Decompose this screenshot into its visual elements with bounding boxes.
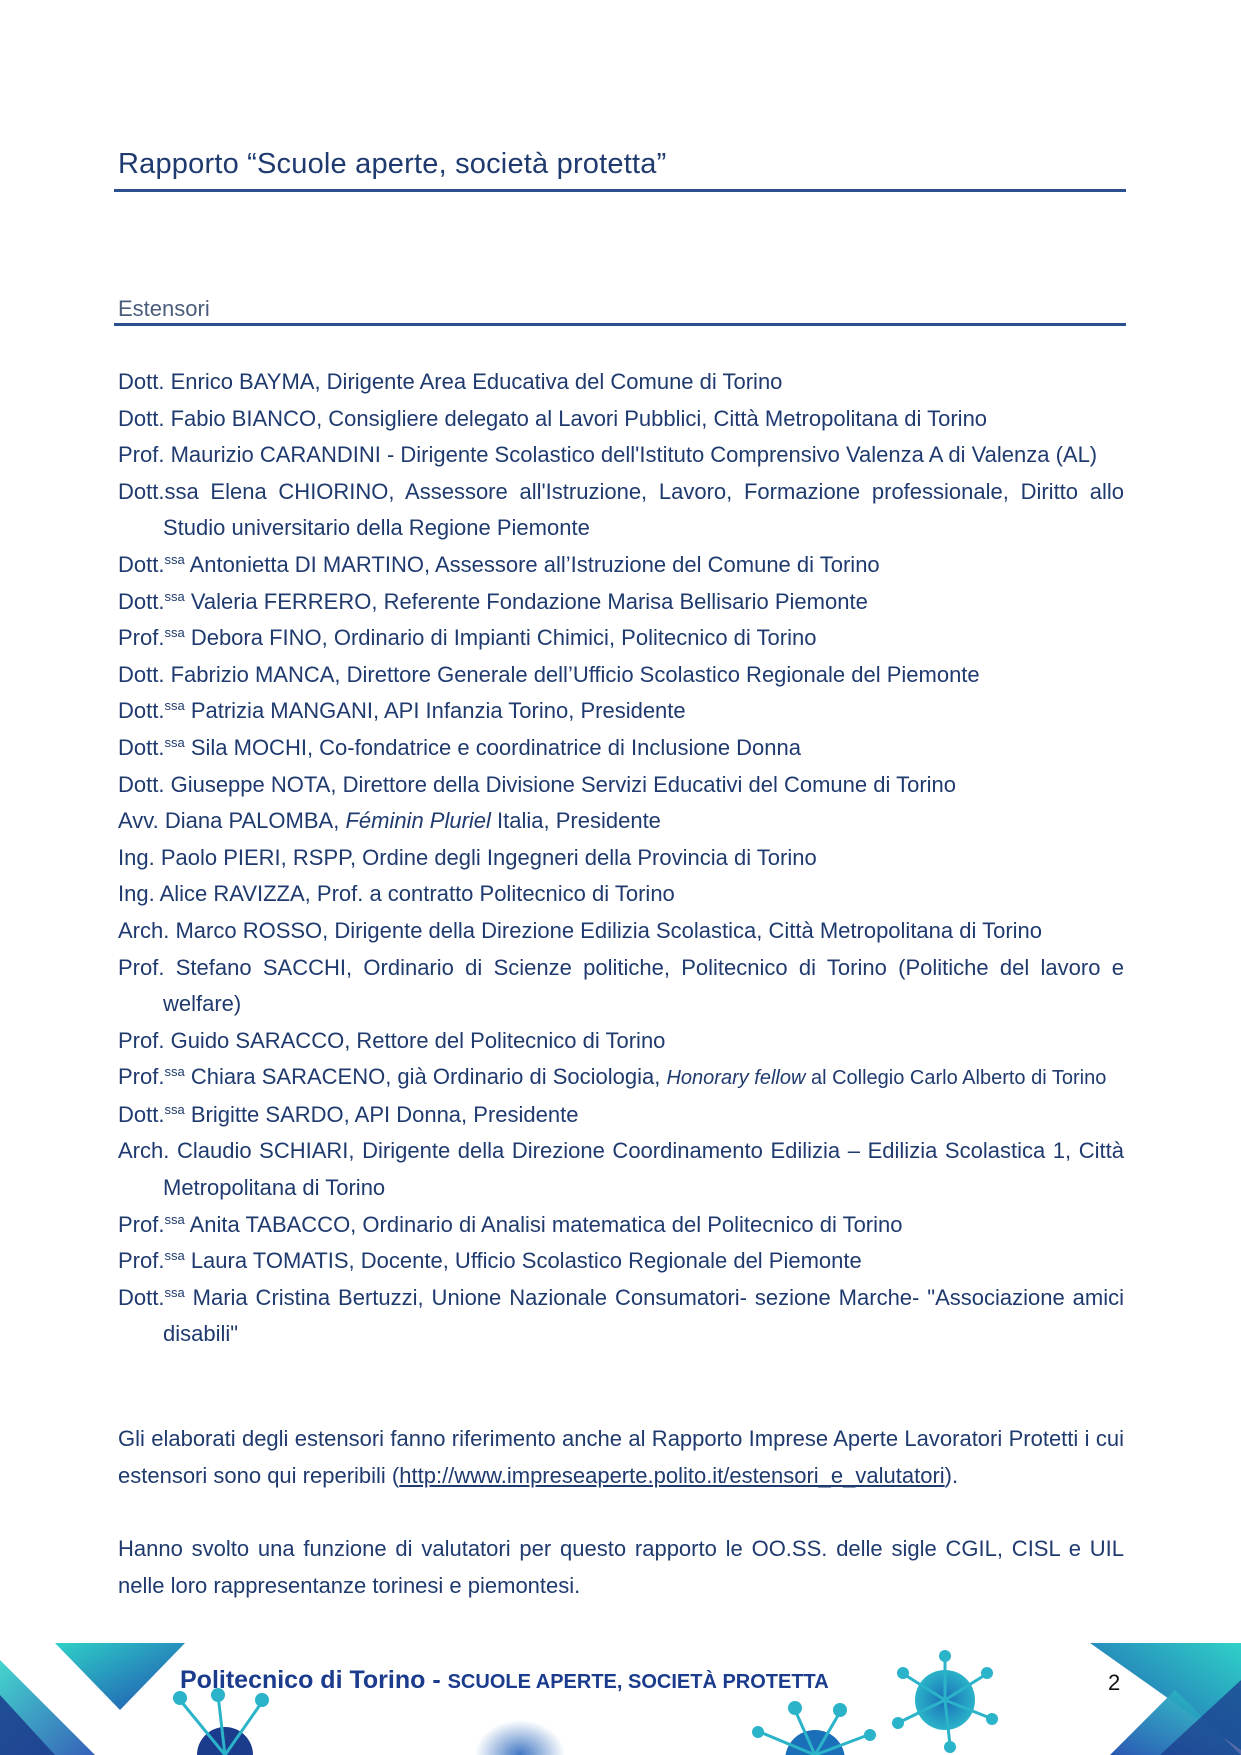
footer-brand: Politecnico di Torino - <box>180 1666 448 1694</box>
person-title: Dott. <box>118 734 165 760</box>
person-description: Antonietta DI MARTINO, Assessore all’Istruzione del Comune di Torino <box>184 551 880 577</box>
person-description: Paolo PIERI, RSPP, Ordine degli Ingegneri della Provincia di Torino <box>154 844 817 870</box>
person-description: Elena CHIORINO, Assessore all'Istruzione, Lavoro, Formazione professionale, Diritto allo Studio universitario della Regione Piemonte <box>163 478 1124 541</box>
person-description: Valeria FERRERO, Referente Fondazione Marisa Bellisario Piemonte <box>184 588 868 614</box>
person-title-suffix: ssa <box>164 588 185 604</box>
list-item <box>118 876 1124 913</box>
person-title: Dott. <box>118 1101 165 1127</box>
list-item <box>118 1207 1124 1244</box>
person-title: Dott.ssa <box>118 478 199 504</box>
list-item <box>118 803 1124 840</box>
footer-title <box>180 1666 829 1695</box>
person-title: Arch. <box>118 917 170 943</box>
person-title: Prof. <box>118 954 165 980</box>
estensori-link[interactable]: http://www.impreseaperte.polito.it/estensori_e_valutatori <box>399 1462 945 1488</box>
person-description: Enrico BAYMA, Dirigente Area Educativa del Comune di Torino <box>164 369 783 394</box>
person-title-suffix: ssa <box>164 625 185 641</box>
person-description: Marco ROSSO, Dirigente della Direzione Edilizia Scolastica, Città Metropolitana di Torino <box>169 917 1043 943</box>
person-description: Giuseppe NOTA, Direttore della Divisione Servizi Educativi del Comune di Torino <box>164 771 957 797</box>
list-item <box>118 657 1124 694</box>
person-title-suffix: ssa <box>164 1284 185 1300</box>
person-title: Arch. <box>118 1138 170 1164</box>
virus-left <box>173 1688 269 1755</box>
person-title: Dott. <box>118 551 165 577</box>
list-item <box>118 913 1124 950</box>
person-description-tail: al Collegio Carlo Alberto di Torino <box>805 1067 1107 1090</box>
list-item <box>118 950 1124 1023</box>
list-item <box>118 1097 1124 1134</box>
person-title-suffix: ssa <box>164 1064 185 1080</box>
person-title-suffix: ssa <box>164 551 185 567</box>
person-description: Maria Cristina Bertuzzi, Unione Nazionale Consumatori- sezione Marche- "Associazione amici disabili" <box>163 1284 1124 1347</box>
list-item <box>118 584 1124 621</box>
person-italic-affiliation: Féminin Pluriel <box>345 808 491 834</box>
person-italic-affiliation: Honorary fellow <box>666 1067 806 1090</box>
person-title: Avv. <box>118 808 159 834</box>
person-title: Dott. <box>118 369 165 394</box>
virus-center <box>752 1701 876 1755</box>
person-description: Stefano SACCHI, Ordinario di Scienze politiche, Politecnico di Torino (Politiche del lavoro e welfare) <box>163 954 1124 1017</box>
list-item <box>118 474 1124 547</box>
footer-decoration <box>0 1640 1241 1755</box>
paragraph-imprese-text: Gli elaborati degli estensori fanno riferimento anche al Rapporto Imprese Aperte Lavoratori Protetti i cui estensori sono qui reperibili ( <box>118 1426 1124 1488</box>
footer-tagline: SCUOLE APERTE, SOCIETÀ PROTETTA <box>447 1671 829 1693</box>
list-item <box>118 437 1124 474</box>
person-description: Alice RAVIZZA, Prof. a contratto Politecnico di Torino <box>154 881 675 907</box>
paragraph-valutatori: Hanno svolto una funzione di valutatori per questo rapporto le OO.SS. delle sigle CGIL, CISL e UIL nelle loro rappresentanze torinesi e piemontesi. <box>118 1536 1124 1598</box>
person-description: Debora FINO, Ordinario di Impianti Chimici, Politecnico di Torino <box>184 625 817 651</box>
person-description: Diana PALOMBA, <box>158 808 346 834</box>
list-item <box>118 840 1124 877</box>
person-title: Dott. <box>118 771 165 797</box>
person-title-suffix: ssa <box>164 1248 185 1264</box>
title-rule <box>114 189 1126 192</box>
list-item <box>118 1280 1124 1353</box>
person-description: Fabrizio MANCA, Direttore Generale dell’Ufficio Scolastico Regionale del Piemonte <box>164 661 980 687</box>
list-item <box>118 1023 1124 1060</box>
person-title-suffix: ssa <box>164 734 185 750</box>
person-description-tail: Italia, Presidente <box>490 808 661 834</box>
person-description: Chiara SARACENO, già Ordinario di Sociologia, <box>184 1064 667 1090</box>
person-title: Dott. <box>118 588 165 614</box>
document-title: Rapporto “Scuole aperte, società protetta” <box>118 148 667 180</box>
person-title: Ing. <box>118 881 155 907</box>
paragraph-imprese-close: ). <box>944 1462 959 1488</box>
list-item <box>118 693 1124 730</box>
person-title-suffix: ssa <box>164 698 185 714</box>
person-title-suffix: ssa <box>164 1101 185 1117</box>
estensori-list <box>118 364 1124 1353</box>
page-footer <box>0 1640 1241 1755</box>
person-description: Maurizio CARANDINI - Dirigente Scolastico dell'Istituto Comprensivo Valenza A di Valenza (AL) <box>164 442 1098 468</box>
list-item <box>118 730 1124 767</box>
person-title: Prof. <box>118 442 165 468</box>
virus-right <box>892 1650 998 1753</box>
list-item <box>118 547 1124 584</box>
person-description: Claudio SCHIARI, Dirigente della Direzione Coordinamento Edilizia – Edilizia Scolastica 1, Città Metropolitana di Torino <box>163 1138 1124 1201</box>
list-item <box>118 1133 1124 1206</box>
section-rule <box>114 323 1126 326</box>
person-description: Anita TABACCO, Ordinario di Analisi matematica del Politecnico di Torino <box>184 1211 903 1237</box>
blur-blob <box>475 1720 565 1755</box>
person-title-suffix: ssa <box>164 1211 185 1227</box>
person-description: Fabio BIANCO, Consigliere delegato al Lavori Pubblici, Città Metropolitana di Torino <box>164 405 988 431</box>
paragraph-imprese-aperte <box>118 1421 1124 1494</box>
list-item <box>118 767 1124 804</box>
page-number: 2 <box>1108 1670 1121 1695</box>
person-description: Patrizia MANGANI, API Infanzia Torino, Presidente <box>184 698 686 724</box>
person-title: Dott. <box>118 1284 165 1310</box>
person-description: Sila MOCHI, Co-fondatrice e coordinatrice di Inclusione Donna <box>184 734 801 760</box>
person-title: Dott. <box>118 405 165 431</box>
list-item <box>118 1059 1124 1097</box>
section-heading-estensori: Estensori <box>118 296 210 321</box>
person-description: Guido SARACCO, Rettore del Politecnico di Torino <box>164 1027 666 1053</box>
person-title: Dott. <box>118 698 165 724</box>
list-item <box>118 620 1124 657</box>
person-description: Laura TOMATIS, Docente, Ufficio Scolastico Regionale del Piemonte <box>184 1248 862 1274</box>
list-item <box>118 364 1124 401</box>
person-title: Ing. <box>118 844 155 870</box>
list-item <box>118 1243 1124 1280</box>
list-item <box>118 401 1124 438</box>
person-title: Dott. <box>118 661 165 687</box>
person-title: Prof. <box>118 1248 165 1274</box>
person-description: Brigitte SARDO, API Donna, Presidente <box>184 1101 579 1127</box>
person-title: Prof. <box>118 1064 165 1090</box>
person-title: Prof. <box>118 1211 165 1237</box>
person-title: Prof. <box>118 1027 165 1053</box>
person-title: Prof. <box>118 625 165 651</box>
left-triangle-top <box>55 1643 185 1710</box>
